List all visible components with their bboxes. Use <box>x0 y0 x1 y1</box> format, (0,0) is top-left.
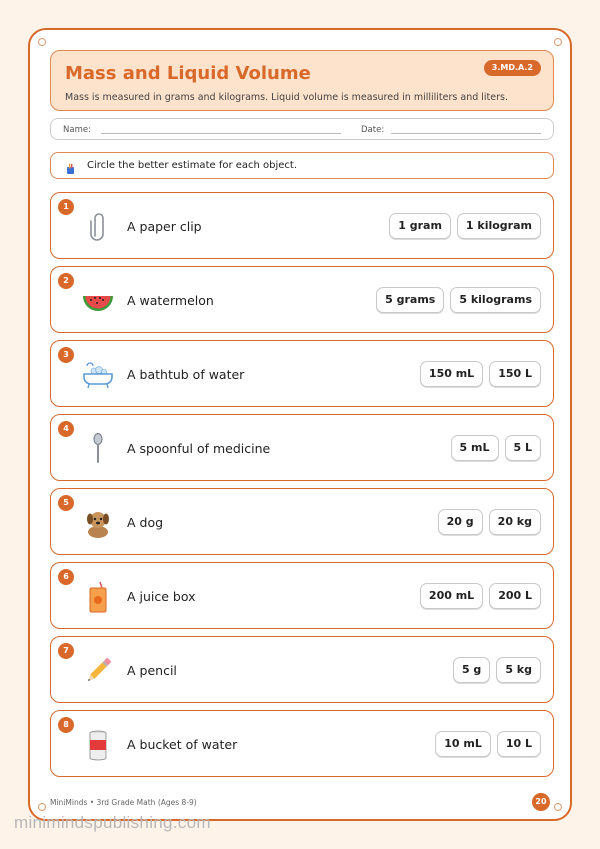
option-button[interactable]: 10 mL <box>435 731 491 757</box>
option-button[interactable]: 1 gram <box>389 213 451 239</box>
item-number: 1 <box>58 199 74 215</box>
item-label: A spoonful of medicine <box>127 441 271 456</box>
option-button[interactable]: 5 g <box>453 657 490 683</box>
paper-clip-icon <box>81 210 115 244</box>
instructions-text: Circle the better estimate for each object. <box>87 160 298 171</box>
corner-dot <box>38 803 46 811</box>
item-number: 6 <box>58 569 74 585</box>
spoon-icon <box>81 432 115 466</box>
item-number: 5 <box>58 495 74 511</box>
option-button[interactable]: 5 kg <box>496 657 541 683</box>
item-label: A watermelon <box>127 293 214 308</box>
item-label: A bathtub of water <box>127 367 245 382</box>
item-number: 2 <box>58 273 74 289</box>
page-title: Mass and Liquid Volume <box>65 63 311 84</box>
list-item <box>50 340 554 407</box>
list-item <box>50 636 554 703</box>
option-button[interactable]: 150 mL <box>420 361 483 387</box>
standard-badge: 3.MD.A.2 <box>484 60 541 76</box>
juice-box-icon <box>81 580 115 614</box>
page-number: 20 <box>532 793 550 811</box>
pencil-cup-icon <box>65 160 77 179</box>
item-label: A juice box <box>127 589 196 604</box>
title-banner <box>50 50 554 111</box>
list-item <box>50 488 554 555</box>
bathtub-icon <box>81 358 115 392</box>
name-label: Name: <box>63 125 91 135</box>
option-button[interactable]: 200 L <box>489 583 541 609</box>
option-button[interactable]: 5 L <box>505 435 542 461</box>
list-item <box>50 266 554 333</box>
item-label: A pencil <box>127 663 177 678</box>
worksheet <box>28 28 572 821</box>
list-item <box>50 414 554 481</box>
option-button[interactable]: 5 kilograms <box>450 287 541 313</box>
corner-dot <box>554 38 562 46</box>
option-button[interactable]: 200 mL <box>420 583 483 609</box>
name-line[interactable] <box>101 133 341 134</box>
date-label: Date: <box>361 125 385 135</box>
option-button[interactable]: 5 grams <box>376 287 444 313</box>
option-button[interactable]: 20 kg <box>489 509 541 535</box>
option-button[interactable]: 20 g <box>438 509 483 535</box>
footer-brand: MiniMinds • 3rd Grade Math (Ages 8-9) <box>50 798 197 807</box>
option-button[interactable]: 10 L <box>497 731 541 757</box>
watermark: minimindspublishing.com <box>14 813 211 832</box>
date-line[interactable] <box>391 133 541 134</box>
item-label: A bucket of water <box>127 737 238 752</box>
name-date-bar <box>50 118 554 140</box>
item-number: 8 <box>58 717 74 733</box>
item-number: 7 <box>58 643 74 659</box>
option-button[interactable]: 5 mL <box>451 435 499 461</box>
bucket-icon <box>81 728 115 762</box>
watermelon-icon <box>81 284 115 318</box>
page-subtitle: Mass is measured in grams and kilograms. Liquid volume is measured in milliliters and liters. <box>65 92 508 103</box>
list-item <box>50 562 554 629</box>
item-label: A dog <box>127 515 164 530</box>
item-number: 4 <box>58 421 74 437</box>
list-item <box>50 710 554 777</box>
list-item <box>50 192 554 259</box>
dog-icon <box>81 506 115 540</box>
pencil-icon <box>81 654 115 688</box>
item-label: A paper clip <box>127 219 202 234</box>
instructions-box <box>50 152 554 179</box>
corner-dot <box>554 803 562 811</box>
option-button[interactable]: 1 kilogram <box>457 213 541 239</box>
option-button[interactable]: 150 L <box>489 361 541 387</box>
item-number: 3 <box>58 347 74 363</box>
corner-dot <box>38 38 46 46</box>
